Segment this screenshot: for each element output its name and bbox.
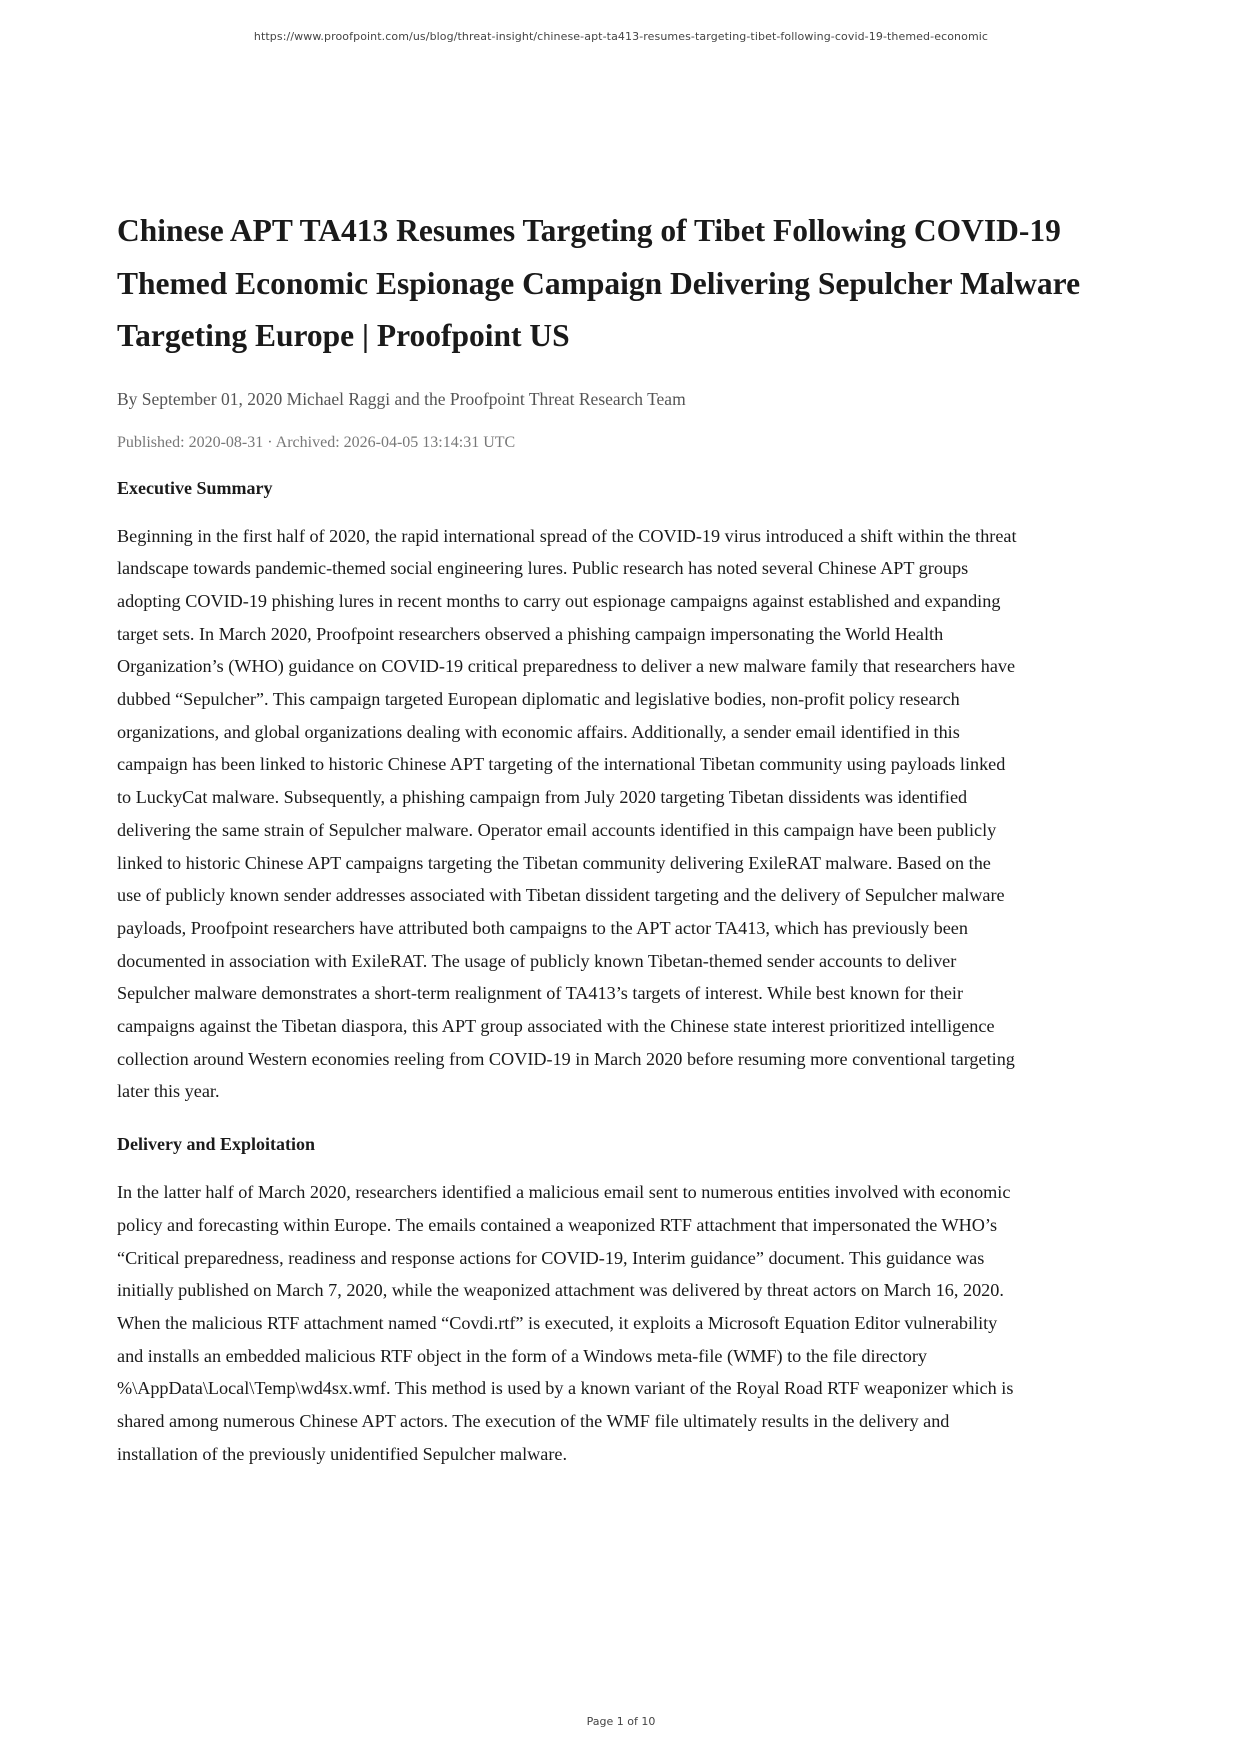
article-meta: Published: 2020-08-31 · Archived: 2026-04-05 13:14:31 UTC — [117, 433, 516, 451]
page-url-header: https://www.proofpoint.com/us/blog/threat-insight/chinese-apt-ta413-resumes-targeting-tibet-following-covid-19-themed-economic — [253, 30, 989, 43]
article-title: Chinese APT TA413 Resumes Targeting of Tibet Following COVID-19 Themed Economic Espionage Campaign Delivering Sepulcher Malware Targeting Europe | Proofpoint US — [117, 213, 1081, 353]
article — [117, 205, 1129, 1470]
article-byline: By September 01, 2020 Michael Raggi and the Proofpoint Threat Research Team — [117, 388, 686, 409]
page-number: Page 1 of 10 — [586, 1715, 656, 1728]
section-heading-executive-summary: Executive Summary — [117, 477, 273, 498]
executive-summary-paragraph: Beginning in the first half of 2020, the rapid international spread of the COVID-19 virus introduced a shift within the threat landscape towards pandemic-themed social engineering lures. Public research has noted several Chinese APT groups adopting COVID-19 phishing lures in recent months to carry out espionage campaigns against established and expanding target sets. In March 2020, Proofpoint researchers observed a phishing campaign impersonating the World Health Organization’s (WHO) guidance on COVID-19 critical preparedness to deliver a new malware family that researchers have dubbed “Sepulcher”. This campaign targeted European diplomatic and legislative bodies, non-profit policy research organizations, and global organizations dealing with economic affairs. Additionally, a sender email identified in this campaign has been linked to historic Chinese APT targeting of the international Tibetan community using payloads linked to LuckyCat malware. Subsequently, a phishing campaign from July 2020 targeting Tibetan dissidents was identified delivering the same strain of Sepulcher malware. Operator email accounts identified in this campaign have been publicly linked to historic Chinese APT campaigns targeting the Tibetan community delivering ExileRAT malware. Based on the use of publicly known sender addresses associated with Tibetan dissident targeting and the delivery of Sepulcher malware payloads, Proofpoint researchers have attributed both campaigns to the APT actor TA413, which has previously been documented in association with ExileRAT. The usage of publicly known Tibetan-themed sender accounts to deliver Sepulcher malware demonstrates a short-term realignment of TA413’s targets of interest. While best known for their campaigns against the Tibetan diaspora, this APT group associated with the Chinese state interest prioritized intelligence collection around Western economies reeling from COVID-19 in March 2020 before resuming more conventional targeting later this year. — [117, 525, 1017, 1102]
delivery-exploitation-paragraph: In the latter half of March 2020, researchers identified a malicious email sent to numerous entities involved with economic policy and forecasting within Europe. The emails contained a weaponized RTF attachment that impersonated the WHO’s “Critical preparedness, readiness and response actions for COVID-19, Interim guidance” document. This guidance was initially published on March 7, 2020, while the weaponized attachment was delivered by threat actors on March 16, 2020. When the malicious RTF attachment named “Covdi.rtf” is executed, it exploits a Microsoft Equation Editor vulnerability and installs an embedded malicious RTF object in the form of a Windows meta-file (WMF) to the file directory %\AppData\Local\Temp\wd4sx.wmf. This method is used by a known variant of the Royal Road RTF weaponizer which is shared among numerous Chinese APT actors. The execution of the WMF file ultimately results in the delivery and installation of the previously unidentified Sepulcher malware. — [117, 1182, 1014, 1464]
section-heading-delivery-exploitation: Delivery and Exploitation — [117, 1134, 316, 1155]
